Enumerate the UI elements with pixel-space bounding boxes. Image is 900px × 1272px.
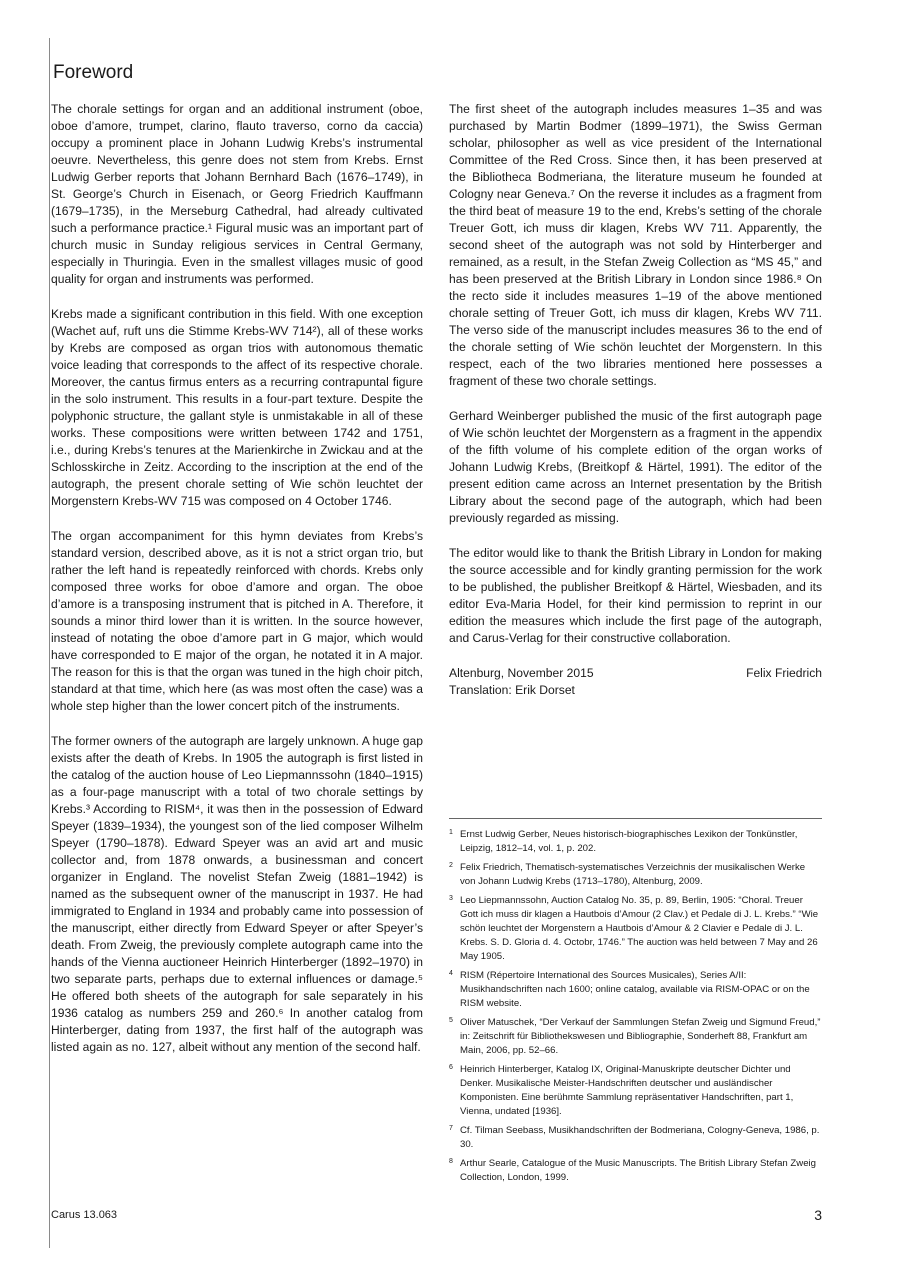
paragraph: The former owners of the autograph are largely unknown. A huge gap exists after the death of Krebs. In 1905 the autograph is first listed in the catalog of the auction house of Leo Liepmannssohn (1840–1915) as a four-page manuscript with a total of two chorale settings by Krebs.³ According to RISM⁴, it was then in the possession of Edward Speyer (1839–1934), the youngest son of the lied composer Wilhelm Speyer (1790–1878). Edward Speyer was an avid art and music collector and, from 1878 onwards, a businessman and concert organizer in England. The novelist Stefan Zweig (1881–1942) is named as the subsequent owner of the manuscript in 1937. He had immigrated to England in 1934 and probably came into possession of the manuscript, either directly from Edward Speyer or after Speyer’s death. From Zweig, the previously complete autograph came into the hands of the Vienna auctioneer Heinrich Hinterberger (1892–1970) in two separate parts, perhaps due to external influences or damage.⁵ He offered both sheets of the autograph for sale separately in his 1936 catalog as numbers 259 and 260.⁶ In another catalog from Hinterberger, dating from 1937, the first half of the autograph was listed again as no. 127, albeit without any mention of the second half. <box>51 734 423 1054</box>
footnote <box>449 828 822 856</box>
margin-rule <box>49 38 50 1248</box>
paragraph: The chorale settings for organ and an additional instrument (oboe, oboe d’amore, trumpet, clarino, flauto traverso, corno da caccia) occupy a prominent place in Johann Ludwig Krebs’s instrumental oeuvre. Nevertheless, this genre does not stem from Krebs. Ernst Ludwig Gerber reports that Johann Bernhard Bach (1676–1749), in St. George’s Church in Eisenach, or Georg Friedrich Kauffmann (1679–1735), in the Merseburg Cathedral, had already cultivated such a performance practice.¹ Figural music was an important part of church music in Sunday religious services in Central Germany, especially in Thuringia. Even in the smallest villages music of good quality for organ and instruments was performed. <box>51 102 423 286</box>
footnote <box>449 1016 822 1058</box>
paragraph: The editor would like to thank the British Library in London for making the source accessible and for kindly granting permission for the work to be published, the publisher Breitkopf & Härtel, Wiesbaden, and its editor Eva-Maria Hodel, for their kind permission to reprint in our edition the measures which include the first page of the autograph, and Carus-Verlag for their constructive collaboration. <box>449 546 822 645</box>
page-title: Foreword <box>53 62 134 83</box>
footnote-number: 7 <box>449 1125 453 1132</box>
footnote <box>449 894 822 964</box>
footnote-divider <box>449 818 822 819</box>
footnote-number: 3 <box>449 895 453 902</box>
footnote-number: 1 <box>449 829 453 836</box>
paragraph: Gerhard Weinberger published the music of the first autograph page of Wie schön leuchtet der Morgenstern as a fragment in the appendix of the fifth volume of his complete edition of the organ works of Johann Ludwig Krebs, (Breitkopf & Härtel, 1991). The editor of the present edition came across an Internet presentation by the British Library about the second page of the autograph, which had been previously regarded as missing. <box>449 409 822 525</box>
footnote <box>449 969 822 1011</box>
author-name: Felix Friedrich <box>746 666 822 680</box>
footnote-text: Heinrich Hinterberger, Katalog IX, Original-Manuskripte deutscher Dichter und Denker. Musikalische Meister-Handschriften deutscher und ausländischer Komponisten. Eine berühmte Sammlung repräsentativer Handschriften, part 1, Vienna, undated [1936]. <box>460 1064 794 1117</box>
footnote-text: Arthur Searle, Catalogue of the Music Manuscripts. The British Library Stefan Zweig Collection, London, 1999. <box>460 1158 817 1183</box>
footnote-text: Cf. Tilman Seebass, Musikhandschriften der Bodmeriana, Cologny-Geneva, 1986, p. 30. <box>460 1125 820 1150</box>
catalog-number: Carus 13.063 <box>51 1209 118 1221</box>
left-column <box>51 101 423 1056</box>
page-number: 3 <box>814 1207 822 1223</box>
footnotes <box>449 828 822 1190</box>
translator-credit: Translation: Erik Dorset <box>449 683 575 697</box>
signature-line <box>449 665 822 682</box>
paragraph: The first sheet of the autograph includes measures 1–35 and was purchased by Martin Bodmer (1899–1971), the Swiss German scholar, philosopher as well as vice president of the International Committee of the Red Cross. Since then, it has been preserved at the Bibliotheca Bodmeriana, the literature museum he founded at Cologny near Geneva.⁷ On the reverse it includes as a fragment from the third beat of measure 19 to the end, Krebs’s setting of the chorale Treuer Gott, ich muss dir klagen, Krebs WV 711. Apparently, the second sheet of the autograph was not sold by Hinterberger and remained, as a result, in the Stefan Zweig Collection as “MS 45,” and has been preserved at the British Library in London since 1986.⁸ On the recto side it includes measures 1–19 of the above mentioned chorale setting of Treuer Gott, ich muss dir klagen, Krebs WV 711. The verso side of the manuscript includes measures 36 to the end of the chorale setting of Wie schön leuchtet der Morgenstern. In this respect, each of the two libraries mentioned here possesses a fragment of these two chorale settings. <box>449 102 822 388</box>
paragraph: The organ accompaniment for this hymn deviates from Krebs’s standard version, described above, as it is not a strict organ trio, but rather the left hand is repeatedly reinforced with chords. Krebs only composed three works for oboe d’amore and organ. The oboe d’amore is a transposing instrument that is pitched in A. Therefore, it sounds a minor third lower than it is written. In the source however, instead of notating the oboe d’amore part in G major, which would have corresponded to E major of the organ, he notated it in A major. The reason for this is that the organ was tuned in the high choir pitch, standard at that time, which here (as was most often the case) was a whole step higher than the lower concert pitch of the instruments. <box>51 529 423 713</box>
place-date: Altenburg, November 2015 <box>449 666 594 680</box>
paragraph: Krebs made a significant contribution in this field. With one exception (Wachet auf, ruft uns die Stimme Krebs-WV 714²), all of these works by Krebs are composed as organ trios with autonomous thematic voice leading that corresponds to the affect of its respective chorale. Moreover, the cantus firmus enters as a recurring contrapuntal figure in the solo instrument. This results in a four-part texture. Despite the polyphonic structure, the gallant style is unmistakable in all of these works. These compositions were written between 1742 and 1751, i.e., during Krebs’s tenures at the Marienkirche in Zwickau and at the Schlosskirche in Zeitz. According to the inscription at the end of the autograph, the present chorale setting of Wie schön leuchtet der Morgenstern Krebs-WV 715 was composed on 4 October 1746. <box>51 307 423 508</box>
footnote <box>449 1063 822 1119</box>
footnote <box>449 1157 822 1185</box>
footnote-text: Oliver Matuschek, “Der Verkauf der Sammlungen Stefan Zweig und Sigmund Freud,” in: Zeitschrift für Bibliothekswesen und Bibliographie, Sonderheft 88, Frankfurt am Main, 2006, pp. 52–66. <box>460 1017 821 1056</box>
footnote-number: 5 <box>449 1017 453 1024</box>
footnote-number: 8 <box>449 1158 453 1165</box>
footnote <box>449 1124 822 1152</box>
footnote-text: Leo Liepmannssohn, Auction Catalog No. 35, p. 89, Berlin, 1905: “Choral. Treuer Gott ich muss dir klagen a Hautbois d’Amour (2 Clav.) et Pedale di J. L. Krebs.” “Wie schön leuchtet der Morgenstern a Hautbois d’Amour & 2 Clavier e Pedale di J. L. Krebs. S. D. Gloria d. 4. Octobr, 1746.” The auction was held between 7 May and 26 May 1905. <box>460 895 819 962</box>
footnote <box>449 861 822 889</box>
footnote-text: Ernst Ludwig Gerber, Neues historisch-biographisches Lexikon der Tonkünstler, Leipzig, 1812–14, vol. 1, p. 202. <box>460 829 798 854</box>
right-column <box>449 101 822 699</box>
footnote-text: RISM (Répertoire International des Sources Musicales), Series A/II: Musikhandschriften nach 1600; online catalog, available via RISM-OPAC or on the RISM website. <box>460 970 810 1009</box>
footnote-number: 4 <box>449 970 453 977</box>
footnote-text: Felix Friedrich, Thematisch-systematisches Verzeichnis der musikalischen Werke von Johann Ludwig Krebs (1713–1780), Altenburg, 2009. <box>460 862 806 887</box>
footnote-number: 6 <box>449 1064 453 1071</box>
footnote-number: 2 <box>449 862 453 869</box>
